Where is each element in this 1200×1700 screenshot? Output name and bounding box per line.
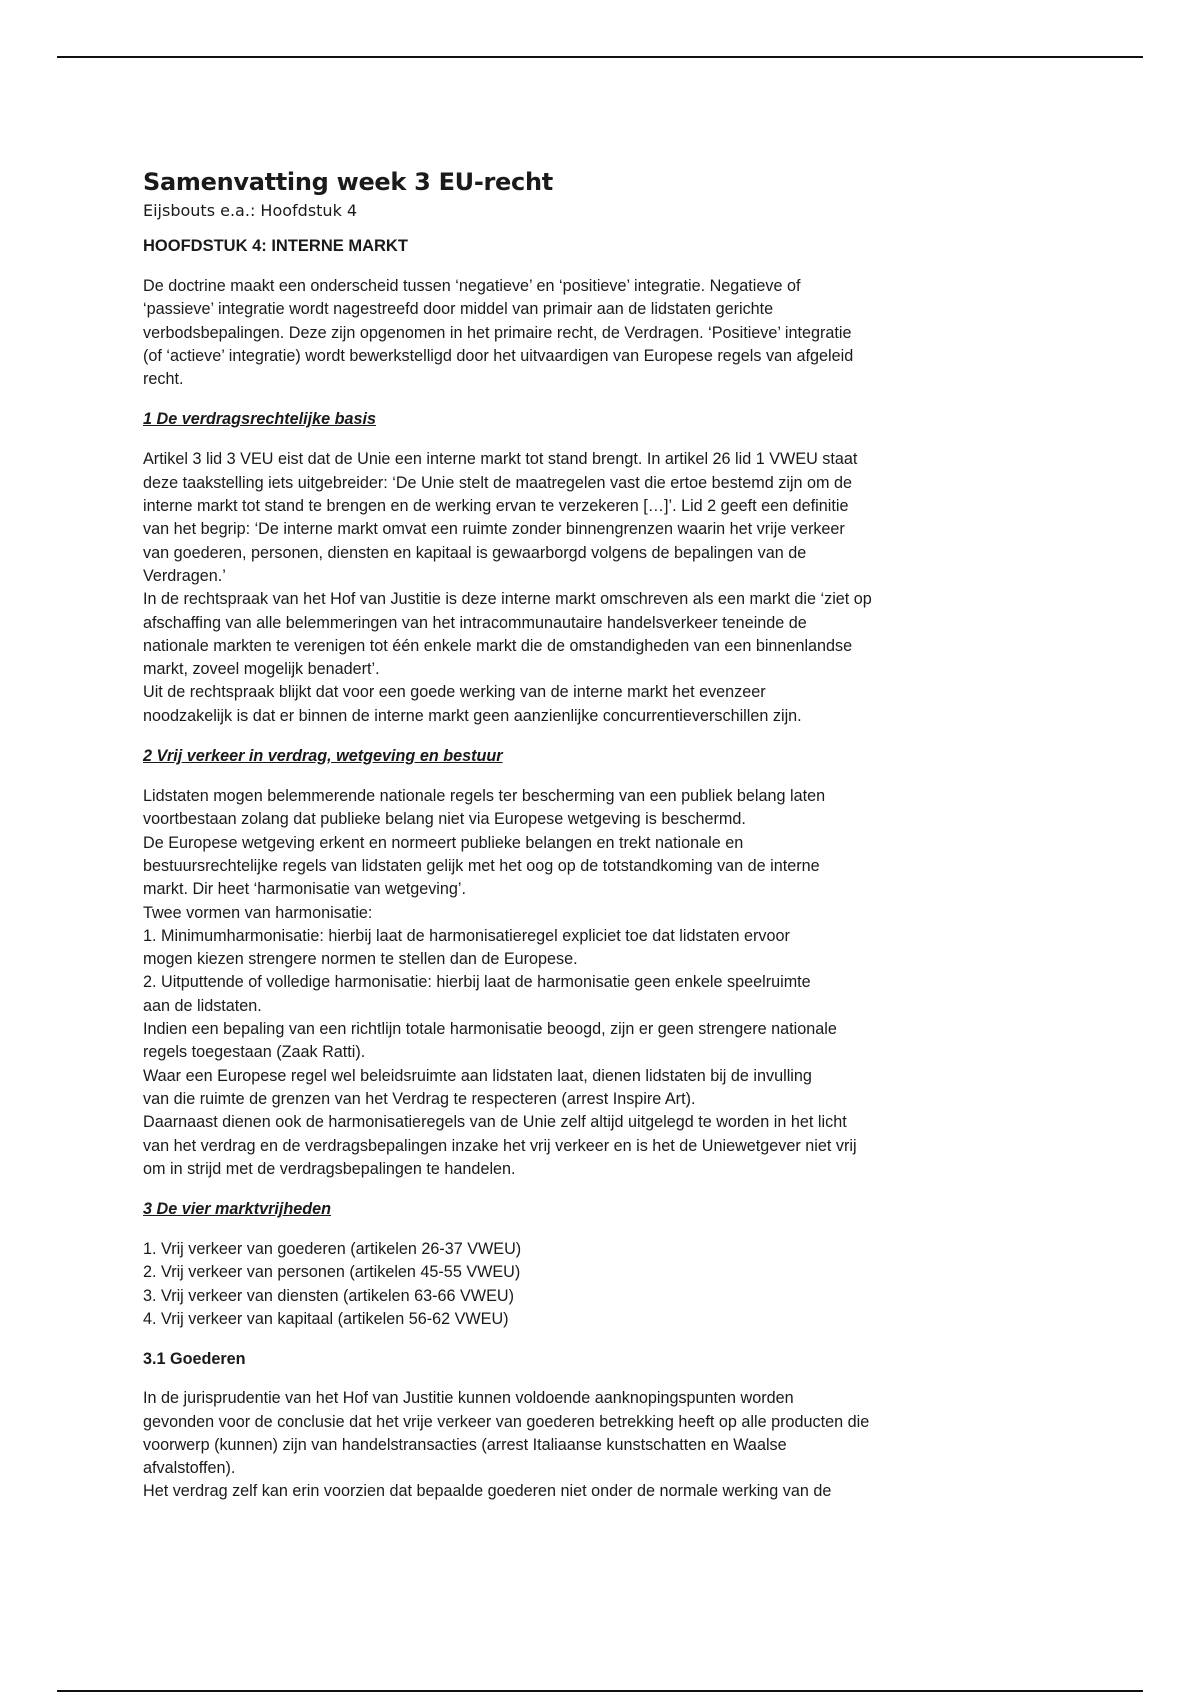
text-line: bestuursrechtelijke regels van lidstaten gelijk met het oog op de totstandkoming van de interne	[143, 856, 820, 875]
section-heading-3: 3 De vier marktvrijheden	[143, 1200, 332, 1219]
list-item: 1. Vrij verkeer van goederen (artikelen 26-37 VWEU)	[143, 1240, 522, 1259]
text-line: van het begrip: ‘De interne markt omvat een ruimte zonder binnengrenzen waarin het vrije verkeer	[143, 520, 845, 539]
text-line: interne markt tot stand te brengen en de werking ervan te verzekeren […]’. Lid 2 geeft een definitie	[143, 497, 849, 516]
text-line: mogen kiezen strengere normen te stellen dan de Europese.	[143, 950, 578, 969]
text-line: Twee vormen van harmonisatie:	[143, 903, 373, 922]
text-line: voortbestaan zolang dat publieke belang niet via Europese wetgeving is beschermd.	[143, 810, 746, 829]
section-heading-1: 1 De verdragsrechtelijke basis	[143, 410, 377, 429]
text-line: afvalstoffen).	[143, 1459, 236, 1478]
document-page	[143, 165, 1063, 1521]
document-title: Samenvatting week 3 EU-recht	[143, 168, 553, 196]
text-line: Daarnaast dienen ook de harmonisatieregels van de Unie zelf altijd uitgelegd te worden in het licht	[143, 1113, 847, 1132]
subsection-heading-goederen: 3.1 Goederen	[143, 1350, 246, 1369]
header-rule	[57, 56, 1143, 58]
market-freedoms-list	[143, 1238, 1063, 1331]
text-line: De Europese wetgeving erkent en normeert publieke belangen en trekt nationale en	[143, 833, 744, 852]
text-line: In de rechtspraak van het Hof van Justitie is deze interne markt omschreven als een markt die ‘ziet op	[143, 590, 872, 609]
text-line: regels toegestaan (Zaak Ratti).	[143, 1043, 366, 1062]
text-line: Lidstaten mogen belemmerende nationale regels ter bescherming van een publiek belang laten	[143, 787, 826, 806]
text-line: deze taakstelling iets uitgebreider: ‘De Unie stelt de maatregelen vast die ertoe bestemd zijn om de	[143, 473, 853, 492]
text-line: gevonden voor de conclusie dat het vrije verkeer van goederen betrekking heeft op alle producten die	[143, 1412, 870, 1431]
text-line: noodzakelijk is dat er binnen de interne markt geen aanzienlijke concurrentieverschillen zijn.	[143, 706, 802, 725]
section-1-paragraph	[143, 448, 1063, 728]
text-line: (of ‘actieve’ integratie) wordt bewerkstelligd door het uitvaardigen van Europese regels van afgeleid	[143, 346, 854, 365]
text-line: 1. Minimumharmonisatie: hierbij laat de harmonisatieregel expliciet toe dat lidstaten ervoor	[143, 926, 790, 945]
text-line: afschaffing van alle belemmeringen van het intracommunautaire handelsverkeer teneinde de	[143, 613, 807, 632]
footer-rule	[57, 1690, 1143, 1692]
text-line: verbodsbepalingen. Deze zijn opgenomen in het primaire recht, de Verdragen. ‘Positieve’ integratie	[143, 323, 852, 342]
text-line: aan de lidstaten.	[143, 996, 262, 1015]
text-line: Artikel 3 lid 3 VEU eist dat de Unie een interne markt tot stand brengt. In artikel 26 lid 1 VWEU staat	[143, 450, 858, 469]
section-31-paragraph	[143, 1387, 1063, 1503]
text-line: van goederen, personen, diensten en kapitaal is gewaarborgd volgens de bepalingen van de	[143, 543, 807, 562]
chapter-heading: HOOFDSTUK 4: INTERNE MARKT	[143, 237, 408, 255]
text-line: markt. Dir heet ‘harmonisatie van wetgeving’.	[143, 880, 466, 899]
text-line: recht.	[143, 370, 184, 389]
document-subtitle: Eijsbouts e.a.: Hoofdstuk 4	[143, 201, 358, 220]
text-line: 2. Uitputtende of volledige harmonisatie: hierbij laat de harmonisatie geen enkele speelruimte	[143, 973, 811, 992]
text-line: Uit de rechtspraak blijkt dat voor een goede werking van de interne markt het evenzeer	[143, 683, 766, 702]
text-line: Verdragen.’	[143, 566, 226, 585]
list-item: 2. Vrij verkeer van personen (artikelen 45-55 VWEU)	[143, 1263, 521, 1282]
section-heading-2: 2 Vrij verkeer in verdrag, wetgeving en bestuur	[143, 747, 503, 766]
text-line: ‘passieve’ integratie wordt nagestreefd door middel van primair aan de lidstaten gerichte	[143, 300, 774, 319]
text-line: Indien een bepaling van een richtlijn totale harmonisatie beoogd, zijn er geen strengere nationale	[143, 1020, 837, 1039]
text-line: van het verdrag en de verdragsbepalingen inzake het vrij verkeer en is het de Uniewetgever niet vrij	[143, 1136, 857, 1155]
text-line: Het verdrag zelf kan erin voorzien dat bepaalde goederen niet onder de normale werking van de	[143, 1482, 832, 1501]
text-line: voorwerp (kunnen) zijn van handelstransacties (arrest Italiaanse kunstschatten en Waalse	[143, 1435, 787, 1454]
text-line: markt, zoveel mogelijk benadert’.	[143, 660, 380, 679]
text-line: Waar een Europese regel wel beleidsruimte aan lidstaten laat, dienen lidstaten bij de invulling	[143, 1066, 812, 1085]
text-line: De doctrine maakt een onderscheid tussen ‘negatieve’ en ‘positieve’ integratie. Negatieve of	[143, 277, 801, 295]
list-item: 4. Vrij verkeer van kapitaal (artikelen 56-62 VWEU)	[143, 1309, 509, 1328]
text-line: In de jurisprudentie van het Hof van Justitie kunnen voldoende aanknopingspunten worden	[143, 1389, 794, 1408]
text-line: van die ruimte de grenzen van het Verdrag te respecteren (arrest Inspire Art).	[143, 1089, 696, 1108]
section-2-paragraph	[143, 785, 1063, 1181]
text-line: nationale markten te verenigen tot één enkele markt die de omstandigheden van een binnenlandse	[143, 636, 853, 655]
text-line: om in strijd met de verdragsbepalingen te handelen.	[143, 1159, 516, 1178]
intro-paragraph	[143, 275, 1063, 391]
list-item: 3. Vrij verkeer van diensten (artikelen 63-66 VWEU)	[143, 1286, 514, 1305]
